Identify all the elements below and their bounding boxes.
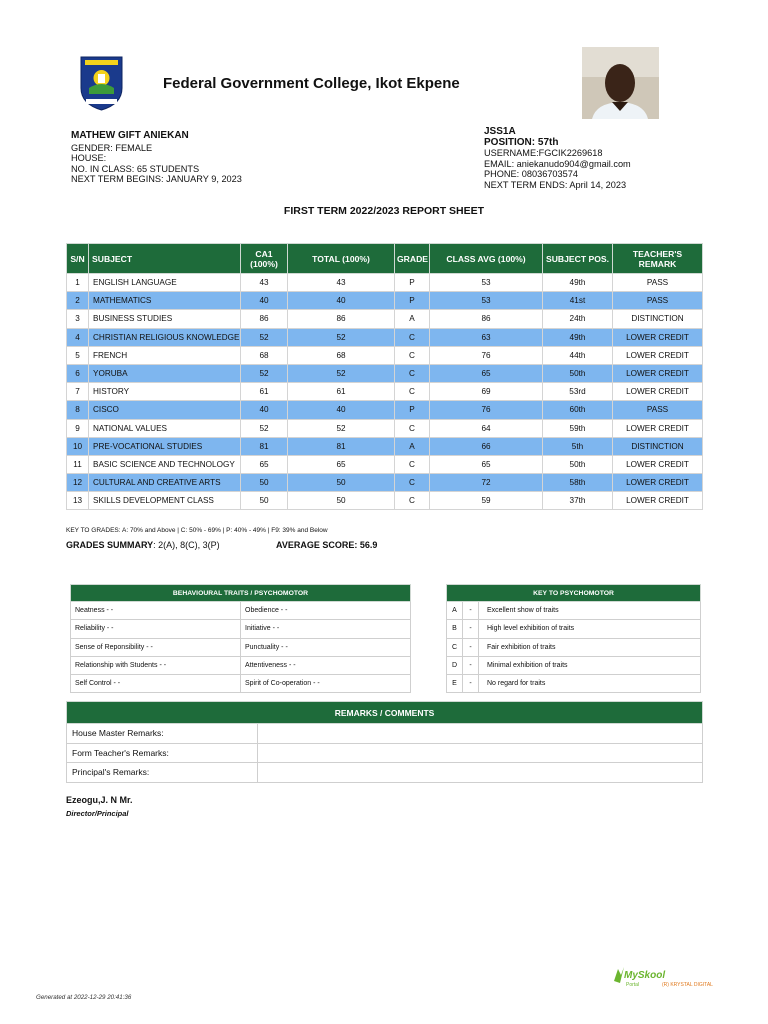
- cell-teacher-remark: LOWER CREDIT: [613, 328, 703, 346]
- cell-subject: HISTORY: [89, 383, 241, 401]
- next-term-begins: NEXT TERM BEGINS: JANUARY 9, 2023: [71, 174, 242, 185]
- cell-grade: C: [395, 346, 430, 364]
- cell-total: 52: [288, 419, 395, 437]
- cell-class-avg: 86: [430, 310, 543, 328]
- remark-label: Principal's Remarks:: [67, 763, 258, 783]
- cell-subject-pos: 50th: [543, 364, 613, 382]
- list-item: [447, 638, 701, 656]
- cell-grade: P: [395, 274, 430, 292]
- col-header-grade: GRADE: [395, 244, 430, 274]
- cell-subject-pos: 58th: [543, 474, 613, 492]
- cell-class-avg: 66: [430, 437, 543, 455]
- cell-total: 40: [288, 401, 395, 419]
- cell-subject: BASIC SCIENCE AND TECHNOLOGY: [89, 455, 241, 473]
- director-title: Director/Principal: [66, 809, 129, 818]
- table-row: [67, 437, 703, 455]
- grades-summary-value: : 2(A), 8(C), 3(P): [153, 540, 220, 550]
- col-header-ca1: CA1 (100%): [241, 244, 288, 274]
- cell-subject-pos: 24th: [543, 310, 613, 328]
- cell-ca1: 81: [241, 437, 288, 455]
- key-dash: -: [463, 620, 479, 638]
- list-item: [447, 675, 701, 693]
- student-info-right: [484, 127, 631, 191]
- cell-total: 50: [288, 492, 395, 510]
- key-letter: D: [447, 656, 463, 674]
- student-house: HOUSE:: [71, 153, 107, 164]
- cell-total: 65: [288, 455, 395, 473]
- grades-summary-label: GRADES SUMMARY: [66, 540, 154, 550]
- cell-grade: C: [395, 455, 430, 473]
- cell-ca1: 52: [241, 328, 288, 346]
- table-row: [67, 724, 703, 744]
- cell-subject: ENGLISH LANGUAGE: [89, 274, 241, 292]
- cell-ca1: 40: [241, 292, 288, 310]
- key-letter: E: [447, 675, 463, 693]
- cell-class-avg: 65: [430, 364, 543, 382]
- cell-teacher-remark: PASS: [613, 401, 703, 419]
- cell-subject: CULTURAL AND CREATIVE ARTS: [89, 474, 241, 492]
- cell-subject-pos: 44th: [543, 346, 613, 364]
- cell-ca1: 52: [241, 419, 288, 437]
- cell-subject: SKILLS DEVELOPMENT CLASS: [89, 492, 241, 510]
- cell-teacher-remark: PASS: [613, 274, 703, 292]
- trait-cell: Attentiveness - -: [241, 656, 411, 674]
- trait-cell: Spirit of Co-operation - -: [241, 675, 411, 693]
- cell-grade: A: [395, 310, 430, 328]
- cell-sn: 9: [67, 419, 89, 437]
- cell-ca1: 50: [241, 474, 288, 492]
- key-description: No regard for traits: [479, 675, 701, 693]
- cell-teacher-remark: DISTINCTION: [613, 437, 703, 455]
- remark-label: Form Teacher's Remarks:: [67, 743, 258, 763]
- col-header-class-avg: CLASS AVG (100%): [430, 244, 543, 274]
- cell-subject-pos: 59th: [543, 419, 613, 437]
- cell-teacher-remark: LOWER CREDIT: [613, 492, 703, 510]
- key-psychomotor-body: [447, 602, 701, 693]
- cell-ca1: 86: [241, 310, 288, 328]
- trait-cell: Self Control - -: [71, 675, 241, 693]
- director-name: Ezeogu,J. N Mr.: [66, 795, 133, 805]
- student-gender: GENDER: FEMALE: [71, 142, 153, 153]
- list-item: [447, 602, 701, 620]
- cell-subject: YORUBA: [89, 364, 241, 382]
- cell-teacher-remark: DISTINCTION: [613, 310, 703, 328]
- list-item: [71, 638, 411, 656]
- cell-total: 52: [288, 328, 395, 346]
- generated-timestamp: Generated at 2022-12-29 20:41:36: [36, 994, 132, 1001]
- cell-sn: 3: [67, 310, 89, 328]
- class-size: NO. IN CLASS: 65 STUDENTS: [71, 163, 200, 174]
- table-row: [67, 419, 703, 437]
- grades-summary: [66, 540, 220, 550]
- table-row: [67, 401, 703, 419]
- cell-subject: CISCO: [89, 401, 241, 419]
- trait-cell: Sense of Reponsibility - -: [71, 638, 241, 656]
- key-letter: C: [447, 638, 463, 656]
- table-row: [67, 364, 703, 382]
- cell-ca1: 40: [241, 401, 288, 419]
- cell-sn: 4: [67, 328, 89, 346]
- cell-class-avg: 65: [430, 455, 543, 473]
- student-photo: [582, 47, 659, 119]
- col-header-total: TOTAL (100%): [288, 244, 395, 274]
- cell-teacher-remark: LOWER CREDIT: [613, 455, 703, 473]
- cell-subject: NATIONAL VALUES: [89, 419, 241, 437]
- trait-cell: Relationship with Students - -: [71, 656, 241, 674]
- remark-label: House Master Remarks:: [67, 724, 258, 744]
- krystal-digital-text: (R) KRYSTAL DIGITAL: [662, 982, 713, 988]
- cell-grade: A: [395, 437, 430, 455]
- table-row: [67, 763, 703, 783]
- cell-class-avg: 76: [430, 401, 543, 419]
- cell-teacher-remark: LOWER CREDIT: [613, 383, 703, 401]
- cell-subject-pos: 49th: [543, 274, 613, 292]
- key-dash: -: [463, 602, 479, 620]
- cell-grade: P: [395, 292, 430, 310]
- results-body: [67, 274, 703, 510]
- key-description: High level exhibition of traits: [479, 620, 701, 638]
- cell-grade: C: [395, 328, 430, 346]
- cell-sn: 2: [67, 292, 89, 310]
- remarks-table: [66, 701, 703, 783]
- list-item: [71, 620, 411, 638]
- school-name: Federal Government College, Ikot Ekpene: [163, 75, 460, 92]
- key-to-grades: KEY TO GRADES: A: 70% and Above | C: 50% - 69% | P: 40% - 49% | F9: 39% and Below: [66, 527, 328, 534]
- key-psychomotor-title: KEY TO PSYCHOMOTOR: [447, 585, 701, 602]
- cell-teacher-remark: LOWER CREDIT: [613, 419, 703, 437]
- myskool-brand-text: MySkool: [624, 970, 666, 981]
- cell-total: 40: [288, 292, 395, 310]
- remarks-body: [67, 724, 703, 783]
- cell-subject-pos: 49th: [543, 328, 613, 346]
- cell-ca1: 68: [241, 346, 288, 364]
- key-dash: -: [463, 656, 479, 674]
- cell-class-avg: 69: [430, 383, 543, 401]
- cell-grade: C: [395, 383, 430, 401]
- table-row: [67, 492, 703, 510]
- col-header-subject: SUBJECT: [89, 244, 241, 274]
- student-position: POSITION: 57th: [484, 136, 559, 148]
- remark-value: [258, 724, 703, 744]
- table-row: [67, 310, 703, 328]
- cell-subject-pos: 41st: [543, 292, 613, 310]
- cell-class-avg: 72: [430, 474, 543, 492]
- cell-sn: 6: [67, 364, 89, 382]
- key-letter: B: [447, 620, 463, 638]
- cell-subject: CHRISTIAN RELIGIOUS KNOWLEDGE: [89, 328, 241, 346]
- school-logo: [77, 54, 126, 112]
- cell-class-avg: 76: [430, 346, 543, 364]
- table-row: [67, 274, 703, 292]
- cell-class-avg: 64: [430, 419, 543, 437]
- cell-class-avg: 59: [430, 492, 543, 510]
- results-table: [66, 243, 703, 510]
- cell-grade: C: [395, 364, 430, 382]
- trait-cell: Reliability - -: [71, 620, 241, 638]
- cell-teacher-remark: LOWER CREDIT: [613, 364, 703, 382]
- cell-ca1: 61: [241, 383, 288, 401]
- list-item: [447, 620, 701, 638]
- student-name: MATHEW GIFT ANIEKAN: [71, 130, 189, 141]
- remark-value: [258, 763, 703, 783]
- cell-class-avg: 53: [430, 292, 543, 310]
- cell-total: 81: [288, 437, 395, 455]
- cell-subject: FRENCH: [89, 346, 241, 364]
- myskool-brand-sub: Portal: [626, 982, 640, 988]
- cell-grade: C: [395, 474, 430, 492]
- cell-sn: 1: [67, 274, 89, 292]
- myskool-logo: [612, 963, 724, 989]
- table-row: [67, 328, 703, 346]
- student-username: USERNAME:FGCIK2269618: [484, 148, 603, 159]
- cell-subject: BUSINESS STUDIES: [89, 310, 241, 328]
- cell-subject-pos: 50th: [543, 455, 613, 473]
- behavioural-traits-title: BEHAVIOURAL TRAITS / PSYCHOMOTOR: [71, 585, 411, 602]
- cell-sn: 7: [67, 383, 89, 401]
- key-description: Minimal exhibition of traits: [479, 656, 701, 674]
- cell-class-avg: 63: [430, 328, 543, 346]
- key-description: Excellent show of traits: [479, 602, 701, 620]
- cell-sn: 13: [67, 492, 89, 510]
- cell-subject: MATHEMATICS: [89, 292, 241, 310]
- trait-cell: Neatness - -: [71, 602, 241, 620]
- table-row: [67, 474, 703, 492]
- table-row: [67, 292, 703, 310]
- remarks-title: REMARKS / COMMENTS: [67, 702, 703, 724]
- cell-subject: PRE-VOCATIONAL STUDIES: [89, 437, 241, 455]
- key-psychomotor-table: [446, 584, 701, 693]
- cell-sn: 11: [67, 455, 89, 473]
- trait-cell: Punctuality - -: [241, 638, 411, 656]
- cell-total: 52: [288, 364, 395, 382]
- report-sheet-title: FIRST TERM 2022/2023 REPORT SHEET: [283, 205, 485, 217]
- student-email: EMAIL: aniekanudo904@gmail.com: [484, 158, 631, 169]
- cell-subject-pos: 60th: [543, 401, 613, 419]
- behavioural-traits-table: [70, 584, 411, 693]
- cell-total: 61: [288, 383, 395, 401]
- cell-subject-pos: 37th: [543, 492, 613, 510]
- cell-sn: 10: [67, 437, 89, 455]
- cell-ca1: 65: [241, 455, 288, 473]
- col-header-teacher-remark: TEACHER'S REMARK: [613, 244, 703, 274]
- results-header-row: [67, 244, 703, 274]
- student-phone: PHONE: 08036703574: [484, 169, 578, 180]
- list-item: [71, 675, 411, 693]
- cell-total: 68: [288, 346, 395, 364]
- col-header-subject-pos: SUBJECT POS.: [543, 244, 613, 274]
- table-row: [67, 743, 703, 763]
- average-score: AVERAGE SCORE: 56.9: [276, 540, 378, 550]
- table-row: [67, 383, 703, 401]
- cell-subject-pos: 5th: [543, 437, 613, 455]
- key-dash: -: [463, 675, 479, 693]
- key-letter: A: [447, 602, 463, 620]
- remark-value: [258, 743, 703, 763]
- cell-total: 43: [288, 274, 395, 292]
- cell-sn: 5: [67, 346, 89, 364]
- cell-ca1: 50: [241, 492, 288, 510]
- next-term-ends: NEXT TERM ENDS: April 14, 2023: [484, 179, 627, 190]
- student-info-left: [71, 131, 242, 185]
- cell-total: 50: [288, 474, 395, 492]
- cell-total: 86: [288, 310, 395, 328]
- cell-grade: P: [395, 401, 430, 419]
- list-item: [447, 656, 701, 674]
- table-row: [67, 346, 703, 364]
- cell-teacher-remark: LOWER CREDIT: [613, 474, 703, 492]
- cell-subject-pos: 53rd: [543, 383, 613, 401]
- leaf-icon: [614, 967, 624, 983]
- cell-class-avg: 53: [430, 274, 543, 292]
- cell-teacher-remark: LOWER CREDIT: [613, 346, 703, 364]
- trait-cell: Initiative - -: [241, 620, 411, 638]
- cell-teacher-remark: PASS: [613, 292, 703, 310]
- key-dash: -: [463, 638, 479, 656]
- cell-ca1: 52: [241, 364, 288, 382]
- cell-sn: 12: [67, 474, 89, 492]
- trait-cell: Obedience - -: [241, 602, 411, 620]
- key-description: Fair exhibition of traits: [479, 638, 701, 656]
- cell-grade: C: [395, 492, 430, 510]
- list-item: [71, 656, 411, 674]
- student-class: JSS1A: [484, 126, 516, 137]
- list-item: [71, 602, 411, 620]
- table-row: [67, 455, 703, 473]
- cell-grade: C: [395, 419, 430, 437]
- cell-ca1: 43: [241, 274, 288, 292]
- col-header-sn: S/N: [67, 244, 89, 274]
- behavioural-traits-body: [71, 602, 411, 693]
- cell-sn: 8: [67, 401, 89, 419]
